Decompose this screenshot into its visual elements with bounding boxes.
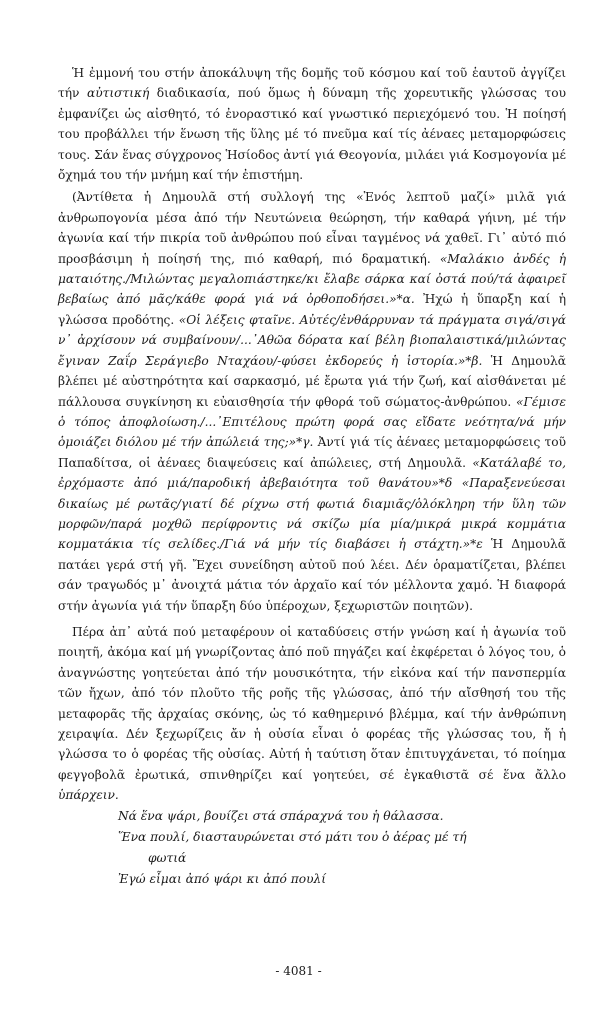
page-body: [58, 63, 566, 890]
poem-line: φωτιά: [148, 850, 187, 865]
italic-text: αὐτιστική: [86, 86, 150, 101]
italic-text: «Οἱ λέξεις φταῖνε. Αὐτές/ἐνθάρρυναν τά πράγματα σιγά/σιγά ν᾽ ἀρχίσουν νά συμβαίνουν/...᾽Αθῶα δόρατα καί βέλη βιοπαλαιστικά/μιλώντας ἔγιναν Ζαΐρ Σεράγιεβο Νταχάου/-φύσει ἐκδορεύς ἡ ἱστορία.»*β.: [58, 312, 566, 368]
italic-text: ὑπάρχειν.: [58, 788, 119, 803]
paragraph: [58, 63, 566, 185]
poem-line: Νά ἕνα ψάρι, βουίζει στά σπάραχνά του ἡ θάλασσα.: [118, 808, 444, 823]
text-run: Πέρα ἀπ᾽ αὐτά πού μεταφέρουν οἱ καταδύσεις στήν γνώση καί ἡ ἀγωνία τοῦ ποιητῆ, ἀκόμα καί μή γνωρίζοντας ἀπό ποῦ πηγάζει καί ἐκφέρεται ὁ λόγος του, ὁ ἀναγνώστης γοητεύεται ἀπό τήν μουσικότητα, τήν εἰκόνα καί τήν πανσπερμία τῶν ἤχων, ἀπό τόν πλοῦτο τῆς ροῆς τῆς γλώσσας, ἀπό τήν αἴσθησή του τῆς μεταφορᾶς τῆς ἀρχαίας σκόνης, ὡς τό καθημερινό βλέμμα, καί τήν ἀνθρώπινη χειραψία. Δέν ξεχωρίζεις ἄν ἡ οὐσία εἶναι ὁ φορέας τῆς γλώσσας του, ἤ ἡ γλώσσα το ὁ φορέας τῆς οὐσίας. Αὐτή ἡ ταύτιση ὅταν ἐπιτυγχάνεται, τό ποίημα φεγγοβολᾶ ἐρωτικά, σπινθηρίζει καί γοητεύει, σέ ἐγκαθιστᾶ σέ ἕνα ἄλλο: [58, 624, 566, 782]
poem-line: Ἐγώ εἶμαι ἀπό ψάρι κι ἀπό πουλί: [118, 871, 327, 886]
paragraph: [58, 187, 566, 616]
paragraph: [58, 622, 566, 806]
text-body: [58, 63, 566, 806]
text-run: Ἠχώ ἡ ὕπαρξη καί ἡ γλώσσα προδότης.: [58, 292, 567, 327]
text-run: διαδικασία, πού ὅμως ἡ δύναμη τῆς χορευτικῆς γλώσσας του ἐμφανίζει ὡς αἰσθητό, τό ἐνοραστικό καί γνωστικό περιεχόμενό του. Ἡ ποίησή του προβάλλει τήν ἕνωση τῆς ὕλης μέ τό πνεῦμα καί τίς ἀέναες μεταμορφώσεις τους. Σάν ἕνας σύγχρονος Ἡσίοδος ἀντί γιά Θεογονία, μιλάει γιά Κοσμογονία μέ ὄχημά του τήν μνήμη καί τήν ἐπιστήμη.: [58, 86, 567, 183]
text-run: (Ἀντίθετα ἡ Δημουλᾶ στή συλλογή της «Ἑνός λεπτοῦ μαζί» μιλᾶ γιά ἀνθρωπογονία μέσα ἀπό τήν Νευτώνεια θεώρηση, τήν καθαρά γήινη, μέ τήν ἀγωνία καί τήν πικρία τοῦ ἀνθρώπου πού εἶναι ταγμένος νά χαθεῖ. Γι᾽ αὐτό πιό προσβάσιμη ἡ ποίησή της, πιό καθαρή, πιό δραματική.: [58, 190, 566, 266]
poem-line: Ἕνα πουλί, διασταυρώνεται στό μάτι του ὁ ἀέρας μέ τή: [118, 829, 467, 844]
page-number: - 4081 -: [275, 964, 322, 978]
text-run: Ἀντί γιά τίς ἀέναες μεταμορφώσεις τοῦ Παπαδίτσα, οἱ ἀέναες διαψεύσεις καί ἀπώλειες, στή Δημουλᾶ.: [58, 435, 566, 470]
poem-excerpt: [118, 806, 566, 890]
text-run: Ἡ ἐμμονή του στήν ἀποκάλυψη τῆς δομῆς τοῦ κόσμου καί τοῦ ἑαυτοῦ ἀγγίζει τήν: [58, 66, 566, 101]
italic-text: «Μαλάκιο ἀνδές ἡ ματαιότης./Μιλώντας μεγαλοπιάστηκε/κι ἔλαβε σάρκα καί ὀστά πού/τά ἀφαιρεῖ βεβαίως ἀπό μᾶς/κάθε φορά γιά νά ὀρθοποδήσει.»*α.: [58, 251, 566, 307]
italic-text: «Κατάλαβέ το, ἐρχόμαστε ἀπό μιά/παροδική ἀβεβαιότητα τοῦ θανάτου»*δ «Παραξενεύεσαι δικαίως μέ ρωτᾶς/γιατί δέ ρίχνω στή φωτιά διαμιᾶς/ὁλόκληρη τήν ὕλη τῶν μορφῶν/παρά μοχθῶ περίφροντις νά σκίζω μία μία/μικρά μικρά κομμάτια κομματάκια τίς σελίδες./Γιά νά μήν τίς διαβάσει ἡ στάχτη.»*ε: [58, 455, 566, 552]
text-run: Ἡ Δημουλᾶ πατάει γερά στή γῆ. Ἔχει συνείδηση αὐτοῦ πού λέει. Δέν ὁραματίζεται, βλέπει σάν τραγωδός μ᾽ ἀνοιχτά μάτια τόν ἀρχαῖο καί τόν μέλλοντα χαμό. Ἡ διαφορά στήν ἀγωνία γιά τήν ὕπαρξη δύο ὑπέροχων, ξεχωριστῶν ποιητῶν).: [58, 537, 566, 613]
text-run: Ἡ Δημουλᾶ βλέπει μέ αὐστηρότητα καί σαρκασμό, μέ ἔρωτα γιά τήν ζωή, καί αἰσθάνεται μέ πάλλουσα συγκίνηση κι εὐαισθησία τήν φθορά τοῦ σώματος-ἀνθρώπου.: [58, 353, 566, 409]
italic-text: «Γέμισε ὁ τόπος ἀποφλοίωση./...᾽Επιτέλους πρώτη φορά σας εἴδατε νεότητα/νά μήν ὁμοιάζει διόλου μέ τήν ἀπώλειά της;»*γ.: [58, 394, 566, 450]
